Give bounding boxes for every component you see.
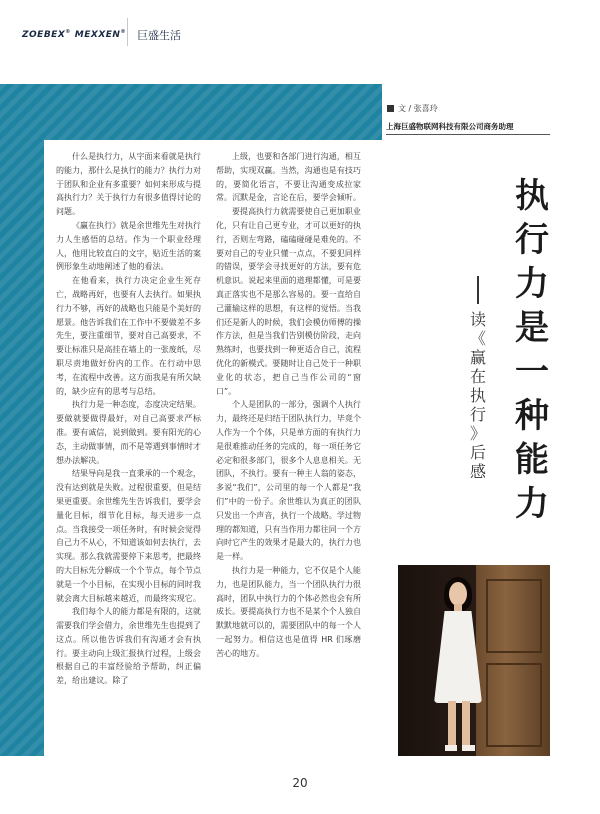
brand-logo [22, 29, 126, 40]
photo-shoes [445, 745, 475, 751]
header-divider [127, 18, 128, 46]
brand-name-zoebex: ZOEBEX [22, 30, 66, 40]
paragraph: 我们每个人的能力都是有限的，这就需要我们学会借力，余世维先生也提到了这点。所以他告诉我们有沟通才会有执行。要主动向上级汇报执行过程，上级会根据自己的丰富经验给予帮助，纠正偏差，给出建议。除了 [56, 607, 201, 686]
paragraph: 结果导向是我一直秉承的一个观念，没有达到就是失败。过程很重要，但是结果更重要。余世维先生告诉我们，要学会量化目标，细节化目标，每天进步一点点。当我接受一项任务时，有时候会觉得自己力不从心，不知道该如何去执行，去实现。那么我就需要停下来思考，把最终的大目标先分解成一个个节点，每个节点就是一个小目标，在实现小目标的同时我就会离大目标越来越近，而最终实现它。 [56, 469, 201, 603]
author-name: 文 / 张喜玲 [398, 104, 438, 113]
byline [387, 103, 438, 114]
article-column-2 [216, 150, 361, 660]
title-char: 力 [515, 484, 549, 524]
paragraph: 个人是团队的一部分，强调个人执行力，最终还是归结于团队执行力，毕竟个人作为一个个体，只是单方面的有执行力是很难推动任务的完成的，每一项任务它必定和很多部门，很多个人息息相关。无团队，不执行。要有一种主人翁的姿态，多说“我们”，公司里的每一个人都是“我们”中的一份子。余世维认为真正的团队只发出一个声音，执行一个战略。学过物理的都知道，只有当作用力都往同一个方向时它产生的效果才是最大的，执行力也是一样。 [216, 400, 361, 562]
author-title: 上海巨盛物联网科技有限公司商务助理 [386, 122, 514, 131]
article-title [512, 174, 552, 526]
registered-mark: ® [65, 29, 71, 35]
paragraph: 执行力是一种态度，态度决定结果。要做就要做得最好，对自己高要求严标准。要有诚信，说到做到。要有阳光的心态，主动做事情，而不是等遇到事情时才想办法解决。 [56, 400, 201, 465]
subtitle-dash [477, 276, 479, 304]
subtitle-char: 后 [469, 443, 486, 462]
subtitle-char: 赢 [469, 348, 486, 367]
paragraph: 上级，也要和各部门进行沟通，相互帮助，实现双赢。当然，沟通也是有技巧的，要简化语言，不要让沟通变成拉家常。沉默是金，言论在后，要学会倾听。 [216, 152, 361, 203]
title-char: 能 [515, 440, 549, 480]
registered-mark: ® [120, 29, 126, 35]
section-label: 巨盛生活 [137, 29, 181, 42]
paragraph: 要提高执行力就需要使自己更加职业化，只有让自己更专业，才可以更好的执行，否则左弯路，磕磕碰碰是难免的。不要对自己的专业只懂一点点，不要犯同样的错误，要学会寻找更好的方法，要有危机意识。说起来里面的道理都懂，可是要真正落实也不是那么容易的。要一直给自己灌输这样的思想，有这样的觉悟。当我们还是新人的时候，我们会模仿师傅的操作方法，但是当我们告别模仿阶段，走向熟练时，也要找到一种更适合自己，流程优化的新模式。要随时让自己处于一种职业化的状态，把自己当作公司的“窗口”。 [216, 207, 361, 396]
title-char: 力 [515, 264, 549, 304]
title-char: 种 [515, 396, 549, 436]
byline-rule [386, 134, 550, 135]
subtitle-char: 在 [469, 367, 486, 386]
subtitle-char: 《 [469, 329, 486, 348]
title-char: 执 [515, 176, 549, 216]
photo-legs [448, 701, 470, 747]
subtitle-char: 感 [469, 462, 486, 481]
photo-door-panel [486, 663, 542, 747]
title-char: 一 [515, 352, 549, 392]
photo-door-panel [486, 579, 542, 653]
subtitle-char: 行 [469, 405, 486, 424]
subtitle-char: 执 [469, 386, 486, 405]
subtitle-char: 读 [469, 310, 486, 329]
paragraph: 什么是执行力，从字面来看就是执行的能力，那什么是执行的能力？执行力对于团队和企业有多重要？如何来形成与提高执行力？关于执行力有很多值得讨论的问题。 [56, 152, 201, 217]
author-photo [398, 565, 550, 756]
page-number: 20 [292, 776, 308, 790]
paragraph: 执行力是一种能力，它不仅是个人能力，也是团队能力，当一个团队执行力很高时，团队中执行力的个体必然也会有所成长。要提高执行力也不是某个个人独自默默地就可以的，需要团队中的每一个人一起努力。相信这也是值得 HR 们琢磨苦心的地方。 [216, 565, 361, 658]
brand-name-mexxen: MEXXEN [74, 30, 121, 40]
paragraph: 在他看来，执行力决定企业生死存亡，战略再好，也要有人去执行。如果执行力不够，再好的战略也只能是个美好的愿景。他告诉我们在工作中不要做差不多先生，要注重细节，要对自己高要求，不要让标准只是高挂在墙上的一张废纸，尽职尽责地做好份内的工作。在行动中思考，在流程中改善。这方面我是有所欠缺的，缺少应有的思考与总结。 [56, 276, 201, 396]
square-bullet-icon [387, 105, 394, 112]
subtitle-char: 》 [469, 424, 486, 443]
photo-dress [434, 611, 482, 703]
title-char: 行 [515, 220, 549, 260]
article-column-1 [56, 150, 201, 688]
photo-face [449, 582, 467, 606]
photo-neck [454, 604, 462, 612]
title-char: 是 [515, 308, 549, 348]
paragraph: 《赢在执行》就是余世维先生对执行力人生感悟的总结。作为一个职业经理人，他用比较直白的文字，贴近生活的案例形象生动地阐述了他的看法。 [56, 220, 201, 272]
article-subtitle [469, 276, 487, 481]
